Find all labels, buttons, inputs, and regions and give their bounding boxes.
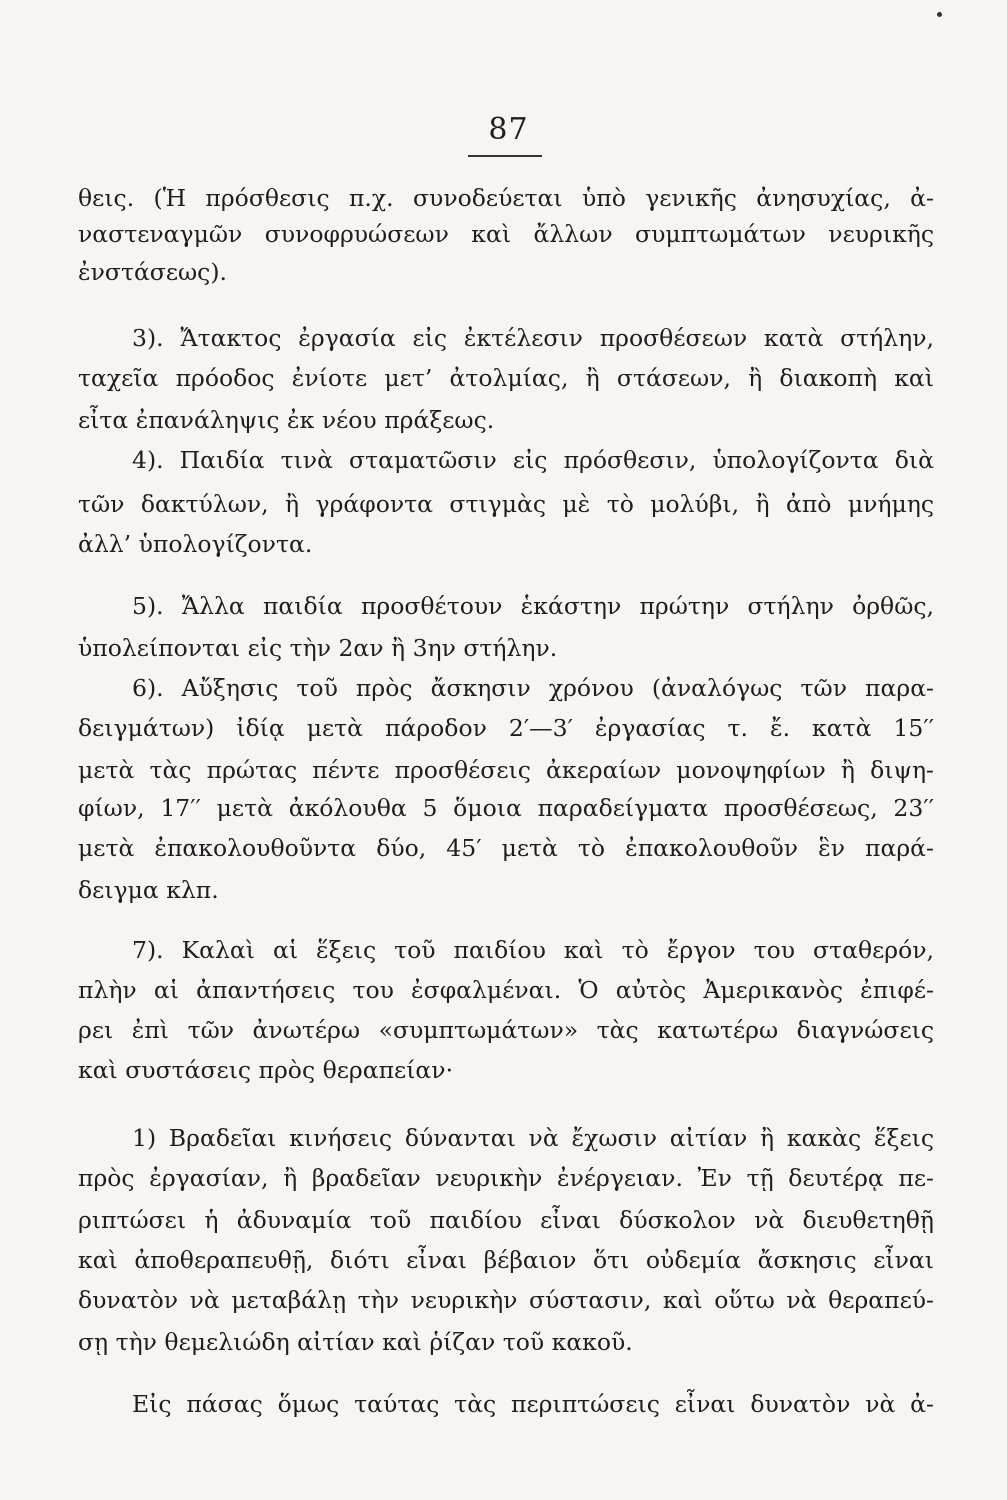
text-line: 1) Βραδεῖαι κινήσεις δύνανται νὰ ἔχωσιν αἰτίαν ἢ κακὰς ἕξεις <box>132 1124 934 1152</box>
text-line: ὑπολείπονται εἰς τὴν 2αν ἢ 3ην στήλην. <box>78 634 558 662</box>
text-line: σῃ τὴν θεμελιώδη αἰτίαν καὶ ῥίζαν τοῦ κακοῦ. <box>78 1328 633 1356</box>
text-line: ριπτώσει ἡ ἀδυναμία τοῦ παιδίου εἶναι δύσκολον νὰ διευθετηθῇ <box>78 1206 934 1234</box>
page-number-rule <box>468 155 542 157</box>
text-line: καὶ ἀποθεραπευθῇ, διότι εἶναι βέβαιον ὅτι οὐδεμία ἄσκησις εἶναι <box>78 1246 934 1274</box>
text-line: δειγμα κλπ. <box>78 876 219 904</box>
text-line: καὶ συστάσεις πρὸς θεραπείαν· <box>78 1056 454 1084</box>
text-line: δυνατὸν νὰ μεταβάλῃ τὴν νευρικὴν σύστασιν, καὶ οὕτω νὰ θεραπεύ- <box>78 1286 934 1314</box>
text-line: θεις. (Ἡ πρόσθεσις π.χ. συνοδεύεται ὑπὸ γενικῆς ἀνησυχίας, ἀ- <box>78 184 934 212</box>
text-line: ταχεῖα πρόοδος ἐνίοτε μετ’ ἀτολμίας, ἢ στάσεων, ἢ διακοπὴ καὶ <box>78 364 934 392</box>
text-line: 7). Καλαὶ αἱ ἕξεις τοῦ παιδίου καὶ τὸ ἔργον του σταθερόν, <box>132 936 934 964</box>
text-line: ἀλλ’ ὑπολογίζοντα. <box>78 530 313 558</box>
text-line: 4). Παιδία τινὰ σταματῶσιν εἰς πρόσθεσιν, ὑπολογίζοντα διὰ <box>132 446 934 474</box>
text-line: μετὰ τὰς πρώτας πέντε προσθέσεις ἀκεραίων μονοψηφίων ἢ διψη- <box>78 756 934 784</box>
text-line: εἶτα ἐπανάληψις ἐκ νέου πράξεως. <box>78 406 495 434</box>
text-line: ρει ἐπὶ τῶν ἀνωτέρω «συμπτωμάτων» τὰς κατωτέρω διαγνώσεις <box>78 1016 934 1044</box>
text-line: δειγμάτων) ἰδίᾳ μετὰ πάροδον 2′—3′ ἐργασίας τ. ἔ. κατὰ 15′′ <box>78 714 934 742</box>
text-line: 6). Αὔξησις τοῦ πρὸς ἄσκησιν χρόνου (ἀναλόγως τῶν παρα- <box>132 674 934 702</box>
text-line: Εἰς πάσας ὅμως ταύτας τὰς περιπτώσεις εἶναι δυνατὸν νὰ ἀ- <box>132 1390 934 1418</box>
text-line: φίων, 17′′ μετὰ ἀκόλουθα 5 ὅμοια παραδείγματα προσθέσεως, 23′′ <box>78 794 934 822</box>
page-number: 87 <box>488 112 529 147</box>
text-line: πλὴν αἱ ἀπαντήσεις του ἐσφαλμέναι. Ὁ αὐτὸς Ἀμερικανὸς ἐπιφέ- <box>78 976 934 1004</box>
text-line: τῶν δακτύλων, ἢ γράφοντα στιγμὰς μὲ τὸ μολύβι, ἢ ἀπὸ μνήμης <box>78 490 934 518</box>
text-line: ἐνστάσεως). <box>78 258 227 286</box>
text-line: μετὰ ἐπακολουθοῦντα δύο, 45′ μετὰ τὸ ἐπακολουθοῦν ἓν παρά- <box>78 834 934 862</box>
text-line: ναστεναγμῶν συνοφρυώσεων καὶ ἄλλων συμπτωμάτων νευρικῆς <box>78 220 934 248</box>
ink-dot-mark <box>937 12 942 17</box>
text-line: 3). Ἄτακτος ἐργασία εἰς ἐκτέλεσιν προσθέσεων κατὰ στήλην, <box>132 324 934 352</box>
text-line: πρὸς ἐργασίαν, ἢ βραδεῖαν νευρικὴν ἐνέργειαν. Ἐν τῇ δευτέρᾳ πε- <box>78 1164 934 1192</box>
text-line: 5). Ἄλλα παιδία προσθέτουν ἑκάστην πρώτην στήλην ὀρθῶς, <box>132 592 934 620</box>
